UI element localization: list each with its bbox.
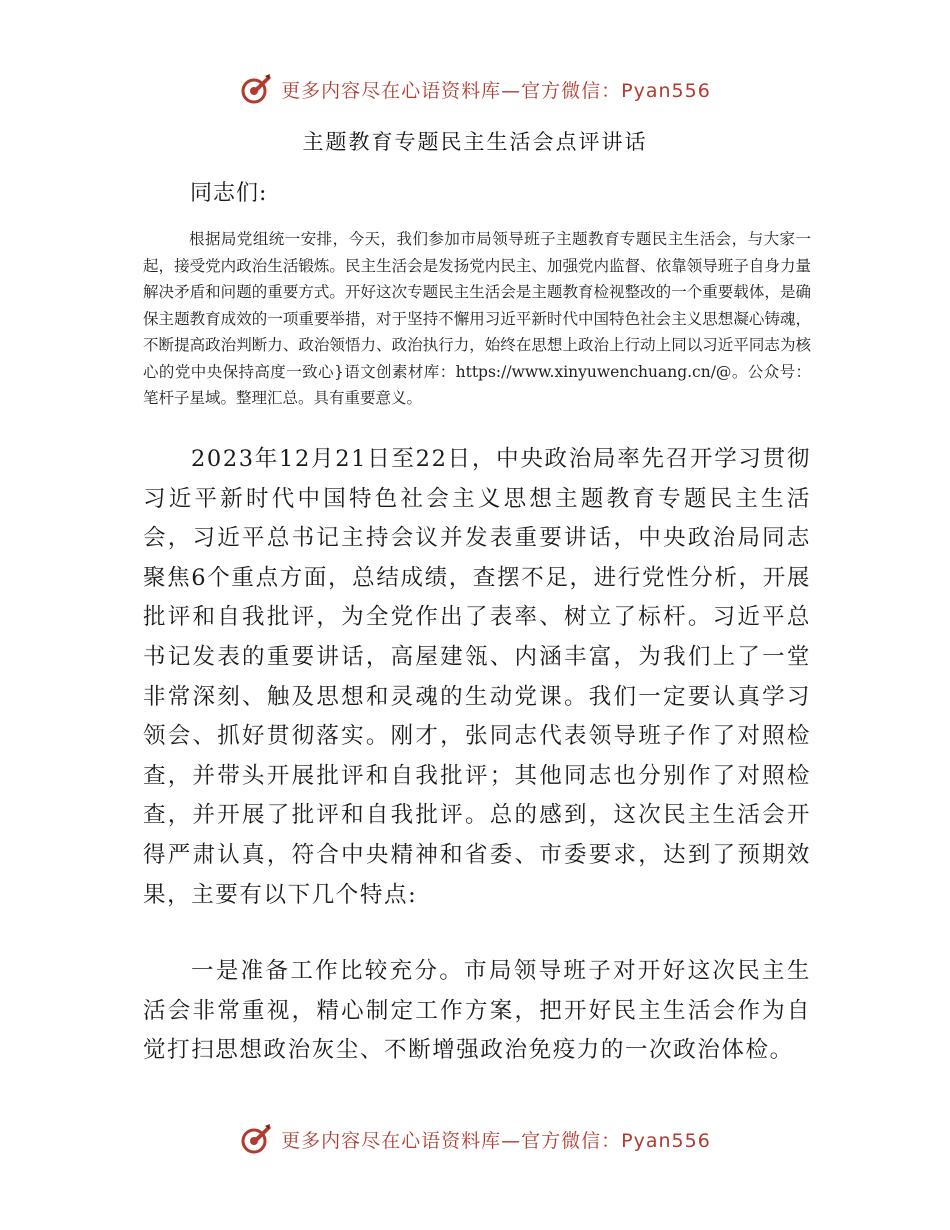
salutation: 同志们: bbox=[190, 181, 268, 206]
body-paragraph-1: 2023年12月21日至22日，中央政治局率先召开学习贯彻习近平新时代中国特色社会主义思想主题教育专题民主生活会，习近平总书记主持会议并发表重要讲话，中央政治局同志聚焦6个重点方面，总结成绩，查摆不足，进行党性分析，开展批评和自我批评，为全党作出了表率、树立了标杆。习近平总书记发表的重要讲话，高屋建瓴、内涵丰富，为我们上了一堂非常深刻、触及思想和灵魂的生动党课。我们一定要认真学习领会、抓好贯彻落实。刚才，张同志代表领导班子作了对照检查，并带头开展批评和自我批评；其他同志也分别作了对照检查，并开展了批评和自我批评。总的感到，这次民主生活会开得严肃认真，符合中央精神和省委、市委要求，达到了预期效果，主要有以下几个特点: bbox=[143, 446, 811, 908]
logo-icon bbox=[239, 72, 273, 106]
logo-icon bbox=[239, 1122, 273, 1156]
footer-watermark-text: 更多内容尽在心语资料库—官方微信：Pyan556 bbox=[281, 1129, 711, 1152]
intro-paragraph: 根据局党组统一安排，今天，我们参加市局领导班子主题教育专题民主生活会，与大家一起，接受党内政治生活锻炼。民主生活会是发扬党内民主、加强党内监督、依靠领导班子自身力量解决矛盾和问题的重要方式。开好这次专题民主生活会是主题教育检视整改的一个重要载体，是确保主题教育成效的一项重要举措，对于坚持不懈用习近平新时代中国特色社会主义思想凝心铸魂，不断提高政治判断力、政治领悟力、政治执行力，始终在思想上政治上行动上同以习近平同志为核心的党中央保持高度一致心}语文创素材库：https://www.xinyuwenchuang.cn/@。公众号：笔杆子星域。整理汇总。具有重要意义。 bbox=[143, 230, 811, 407]
header-watermark-banner bbox=[0, 72, 950, 106]
header-watermark-text: 更多内容尽在心语资料库—官方微信：Pyan556 bbox=[281, 79, 711, 102]
body-paragraph-2: 一是准备工作比较充分。市局领导班子对开好这次民主生活会非常重视，精心制定工作方案，把开好民主生活会作为自觉打扫思想政治灰尘、不断增强政治免疫力的一次政治体检。 bbox=[143, 958, 811, 1064]
footer-watermark-banner bbox=[0, 1122, 950, 1156]
document-title: 主题教育专题民主生活会点评讲话 bbox=[302, 130, 648, 154]
